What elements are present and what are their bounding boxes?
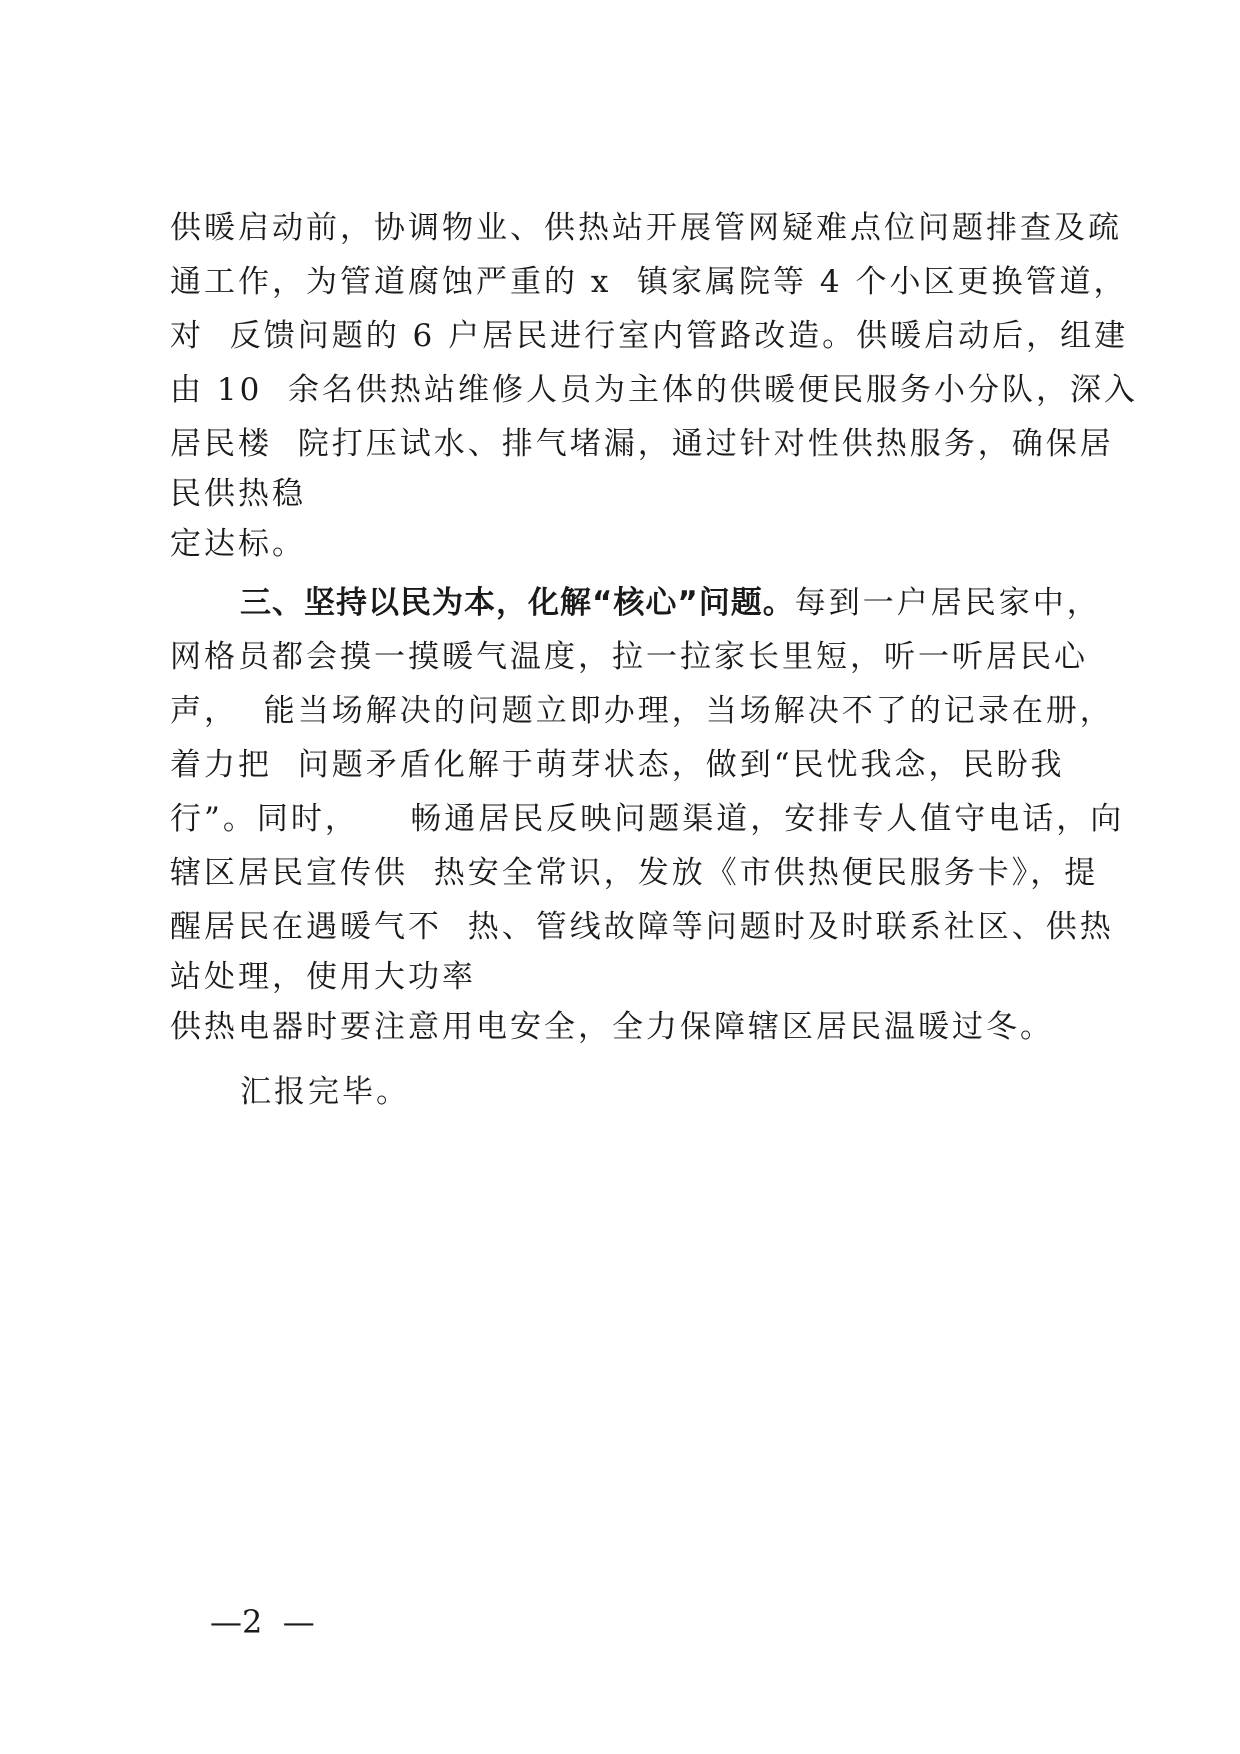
page-number: —2 — (210, 1603, 315, 1641)
text-line: 站处理，使用大功率 (170, 959, 476, 995)
text-line: 对 反馈问题的 6 户居民进行室内管路改造。供暖启动后，组建 (170, 318, 1129, 354)
closing-text: 汇报完毕。 (240, 1074, 410, 1110)
heading-line-rest: 每到一户居民家中， (794, 585, 1101, 621)
text-line (240, 583, 1101, 623)
text-line: 网格员都会摸一摸暖气温度，拉一拉家长里短，听一听居民心 (170, 639, 1088, 675)
text-line: 辖区居民宣传供 热安全常识，发放《市供热便民服务卡》，提 (170, 855, 1099, 891)
text-line: 居民楼 院打压试水、排气堵漏，通过针对性供热服务，确保居 (170, 426, 1114, 462)
text-line: 通工作，为管道腐蚀严重的 x 镇家属院等 4 个小区更换管道， (170, 264, 1128, 300)
text-line: 行”。同时， 畅通居民反映问题渠道，安排专人值守电话，向 (170, 801, 1125, 837)
text-line: 民供热稳 (170, 476, 306, 512)
text-line: 供暖启动前，协调物业、供热站开展管网疑难点位问题排查及疏 (170, 210, 1122, 246)
text-line: 醒居民在遇暖气不 热、管线故障等问题时及时联系社区、供热 (170, 909, 1114, 945)
section-heading: 三、坚持以民为本，化解“核心”问题。 (240, 585, 795, 621)
text-line: 着力把 问题矛盾化解于萌芽状态，做到“民忧我念，民盼我 (170, 747, 1065, 783)
text-line: 定达标。 (170, 526, 306, 562)
text-line: 声， 能当场解决的问题立即办理，当场解决不了的记录在册， (170, 693, 1114, 729)
text-line: 供热电器时要注意用电安全，全力保障辖区居民温暖过冬。 (170, 1009, 1054, 1045)
text-line: 由 10 余名供热站维修人员为主体的供暖便民服务小分队，深入 (170, 372, 1139, 408)
